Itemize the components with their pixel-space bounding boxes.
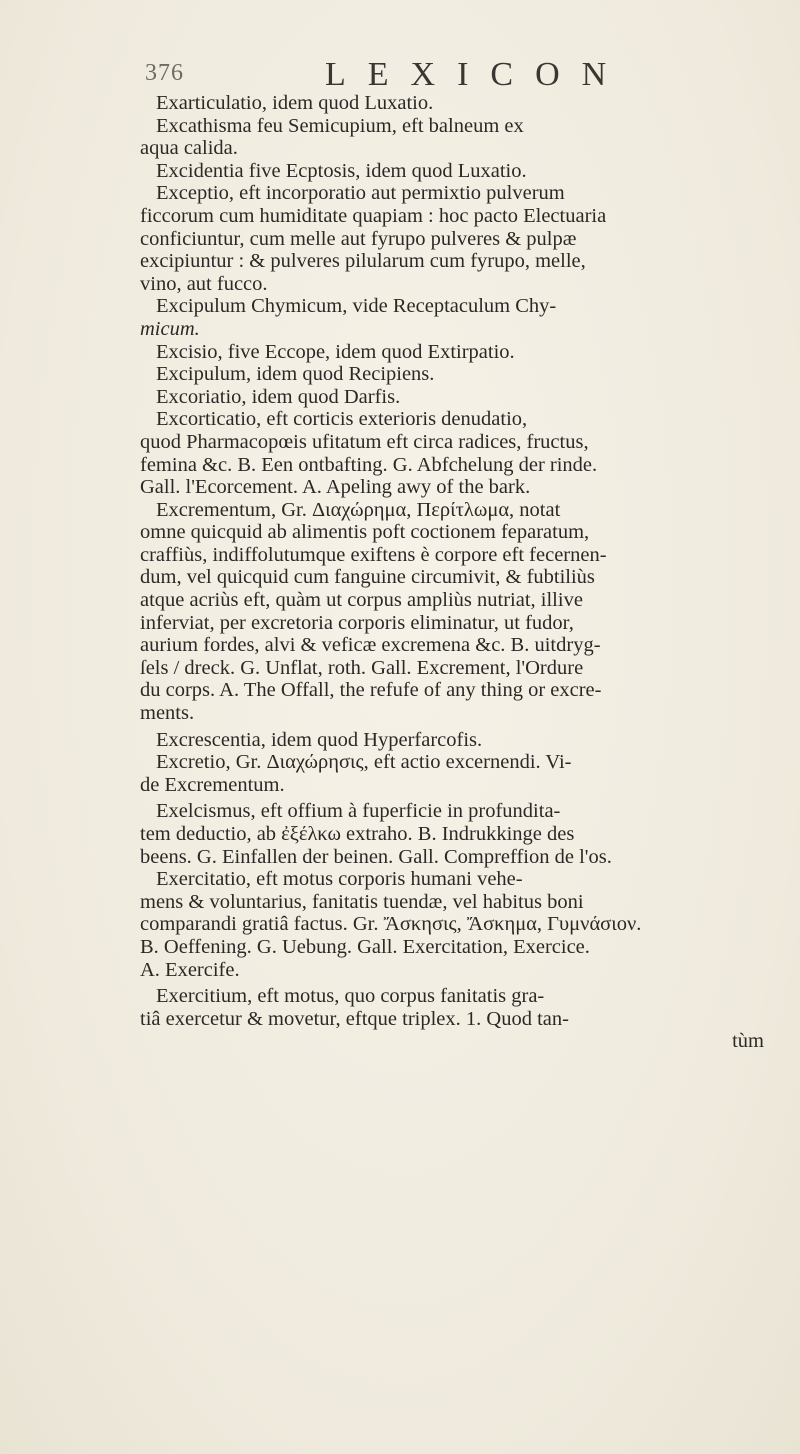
text-line: A. Exercife. bbox=[140, 958, 240, 981]
text-line: de Excrementum. bbox=[140, 773, 285, 796]
text-line: excipiuntur : & pulveres pilularum cum fyrupo, melle, bbox=[140, 250, 586, 273]
text-line: comparandi gratiâ factus. Gr. Ἄσκησις, Ἄσκημα, Γυμνάσιον. bbox=[140, 913, 642, 936]
text-line: mens & voluntarius, fanitatis tuendæ, vel habitus boni bbox=[140, 890, 584, 913]
running-title: LEXICON bbox=[325, 56, 629, 93]
entry-exercitatio: Exercitatio, eft motus corporis humani vehe- bbox=[156, 868, 523, 891]
entry-excrementum: Excrementum, Gr. Διαχώρημα, Περίτλωμα, notat bbox=[156, 498, 561, 521]
text-line: Gall. l'Ecorcement. A. Apeling awy of the bark. bbox=[140, 476, 531, 499]
text-line: tiâ exercetur & movetur, eftque triplex. 1. Quod tan- bbox=[140, 1007, 569, 1030]
entry-excrescentia: Excrescentia, idem quod Hyperfarcofis. bbox=[156, 728, 483, 751]
text-line: conficiuntur, cum melle aut fyrupo pulveres & pulpæ bbox=[140, 227, 577, 250]
entry-exercitium: Exercitium, eft motus, quo corpus fanitatis gra- bbox=[156, 985, 545, 1008]
text-line: inferviat, per excretoria corporis eliminatur, ut fudor, bbox=[140, 611, 574, 634]
text-line: B. Oeffening. G. Uebung. Gall. Exercitation, Exercice. bbox=[140, 935, 590, 958]
entry-excoriatio: Excoriatio, idem quod Darfis. bbox=[156, 385, 401, 408]
text-line: tem deductio, ab ἐξέλκω extraho. B. Indrukkinge des bbox=[140, 823, 575, 845]
text-line: micum. bbox=[140, 317, 200, 340]
text-line: aqua calida. bbox=[140, 137, 238, 160]
entry-exceptio: Exceptio, eft incorporatio aut permixtio pulverum bbox=[156, 182, 565, 205]
catchword: tùm bbox=[732, 1030, 764, 1053]
entry-excidentia: Excidentia five Ecptosis, idem quod Luxatio. bbox=[156, 159, 527, 182]
entry-excorticatio: Excorticatio, eft corticis exterioris denudatio, bbox=[156, 408, 528, 431]
text-line: dum, vel quicquid cum fanguine circumivit, & fubtiliùs bbox=[140, 566, 595, 589]
text-line: ficcorum cum humiditate quapiam : hoc pacto Electuaria bbox=[140, 204, 607, 227]
entry-exelcismus: Exelcismus, eft offium à fuperficie in profundita- bbox=[156, 800, 561, 823]
text-line: craffiùs, indiffolutumque exiftens è corpore eft fecernen- bbox=[140, 543, 607, 566]
text-line: beens. G. Einfallen der beinen. Gall. Compreffion de l'os. bbox=[140, 845, 612, 868]
text-line: ments. bbox=[140, 702, 195, 725]
page-header bbox=[145, 56, 785, 96]
dictionary-text bbox=[140, 92, 780, 1053]
text-line: omne quicquid ab alimentis poft coctionem feparatum, bbox=[140, 521, 590, 544]
text-line: du corps. A. The Offall, the refufe of any thing or excre- bbox=[140, 679, 602, 702]
entry-excathisma: Excathisma feu Semicupium, eft balneum ex bbox=[156, 114, 524, 137]
page-number: 376 bbox=[145, 60, 184, 86]
entry-excipulum: Excipulum, idem quod Recipiens. bbox=[156, 363, 435, 386]
text-line: ſels / dreck. G. Unflat, roth. Gall. Excrement, l'Ordure bbox=[140, 656, 584, 679]
entry-exarticulatio: Exarticulatio, idem quod Luxatio. bbox=[156, 92, 434, 114]
text-line: quod Pharmacopœis ufitatum eft circa radices, fructus, bbox=[140, 430, 589, 453]
entry-excisio: Excisio, five Eccope, idem quod Extirpatio. bbox=[156, 340, 515, 363]
entry-excipulum-chymicum: Excipulum Chymicum, vide Receptaculum Chy- bbox=[156, 295, 557, 318]
text-line: atque acriùs eft, quàm ut corpus ampliùs nutriat, illive bbox=[140, 589, 583, 612]
text-line: femina &c. B. Een ontbafting. G. Abfchelung der rinde. bbox=[140, 453, 598, 476]
text-line: vino, aut fucco. bbox=[140, 272, 268, 295]
text-line: aurium fordes, alvi & veficæ excremena &c. B. uitdryg- bbox=[140, 634, 601, 657]
entry-excretio: Excretio, Gr. Διαχώρησις, eft actio excernendi. Vi- bbox=[156, 751, 572, 774]
